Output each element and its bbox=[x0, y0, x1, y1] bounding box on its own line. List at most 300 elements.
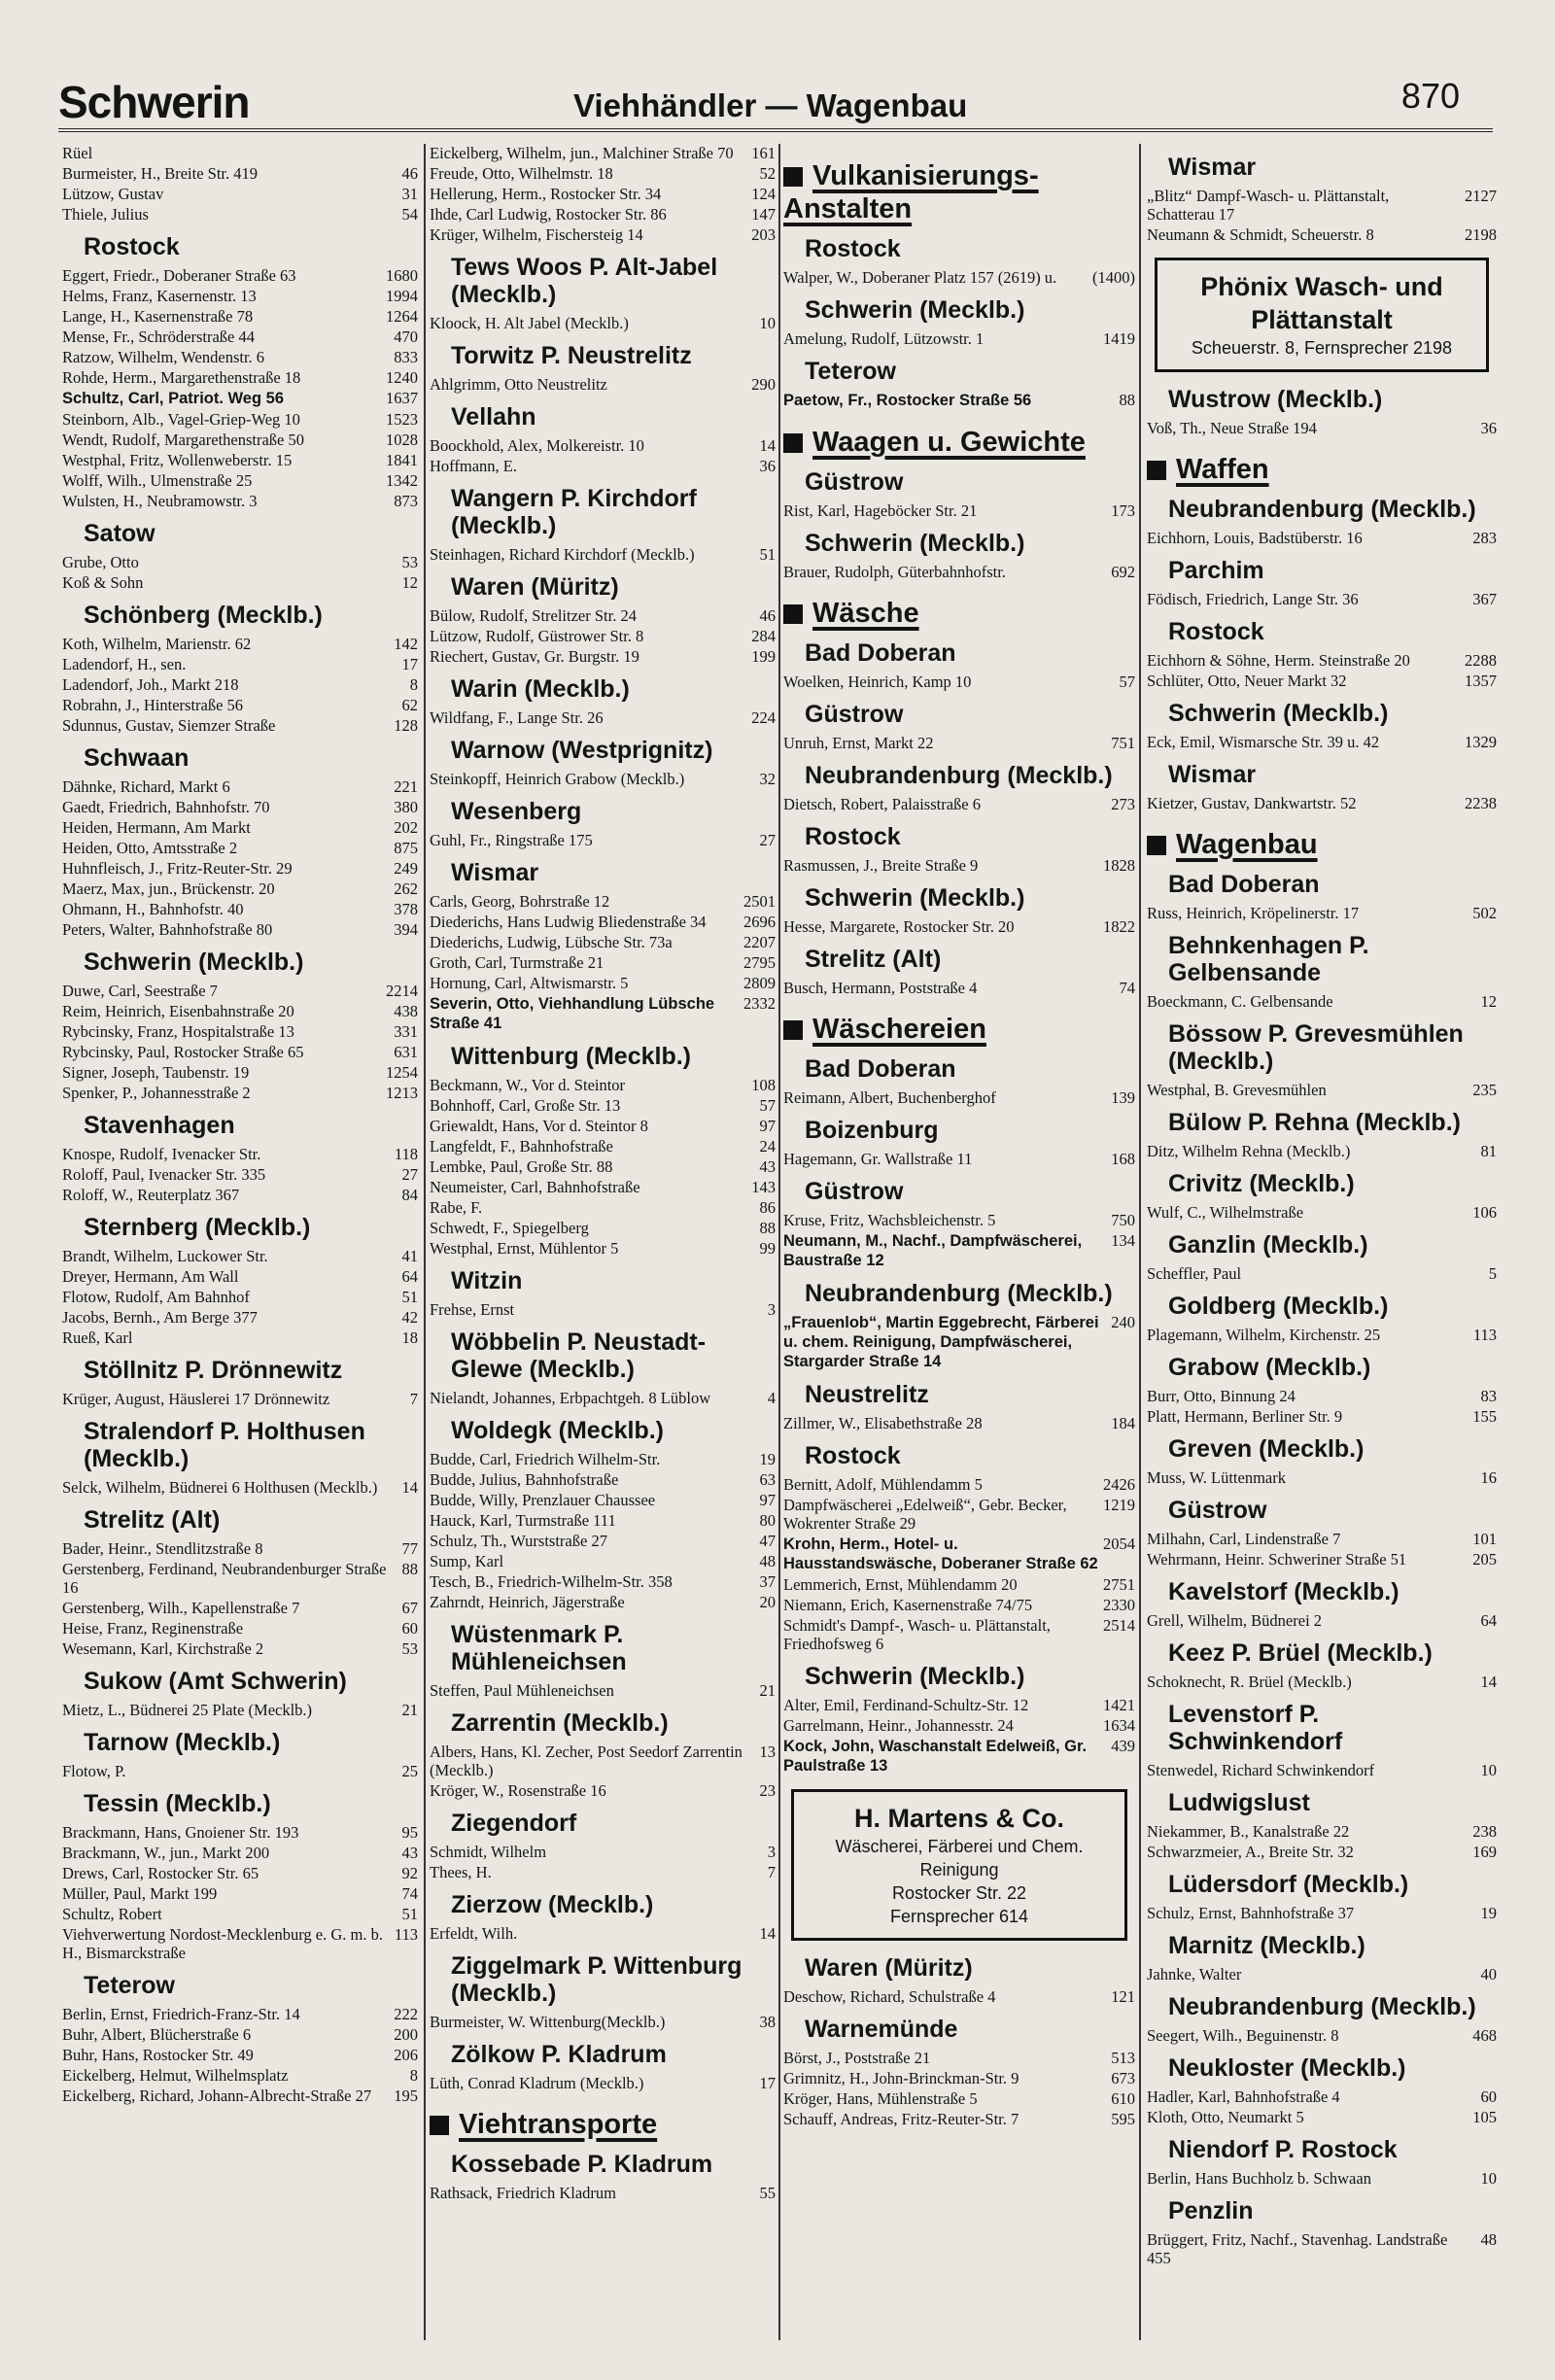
list-entry bbox=[783, 917, 1135, 936]
entry-name: Berlin, Ernst, Friedrich-Franz-Str. 14 bbox=[62, 2005, 300, 2023]
list-entry bbox=[62, 266, 418, 285]
entry-phone: 262 bbox=[394, 880, 418, 898]
list-entry bbox=[783, 1313, 1135, 1371]
entry-phone: 54 bbox=[401, 205, 418, 224]
section-heading bbox=[783, 597, 1135, 630]
entry-name: Neumann & Schmidt, Scheuerstr. 8 bbox=[1147, 225, 1374, 244]
entry-phone: 101 bbox=[1472, 1530, 1497, 1548]
entry-phone: 19 bbox=[1480, 1904, 1497, 1922]
entry-name: Buhr, Hans, Rostocker Str. 49 bbox=[62, 2046, 254, 2064]
column-1 bbox=[62, 144, 418, 2340]
city-heading: Sukow (Amt Schwerin) bbox=[84, 1668, 347, 1695]
entry-phone: 2238 bbox=[1465, 794, 1497, 812]
entry-phone: 77 bbox=[401, 1539, 418, 1558]
section-title: Waagen u. Gewichte bbox=[812, 427, 1086, 458]
entry-name: Ladendorf, Joh., Markt 218 bbox=[62, 675, 239, 694]
list-entry bbox=[783, 1716, 1135, 1735]
entry-name: Rist, Karl, Hageböcker Str. 21 bbox=[783, 501, 978, 520]
entry-phone: 88 bbox=[1119, 391, 1135, 409]
entry-phone: 1421 bbox=[1103, 1696, 1135, 1714]
list-entry bbox=[62, 307, 418, 326]
list-entry bbox=[62, 1619, 418, 1638]
entry-phone: 118 bbox=[394, 1145, 418, 1163]
entry-name: Rüel bbox=[62, 144, 93, 162]
entry-phone: 13 bbox=[759, 1742, 776, 1761]
entry-name: Ohmann, H., Bahnhofstr. 40 bbox=[62, 900, 244, 918]
entry-name: Reimann, Albert, Buchenberghof bbox=[783, 1088, 996, 1107]
entry-phone: 2501 bbox=[743, 892, 776, 911]
entry-name: Riechert, Gustav, Gr. Burgstr. 19 bbox=[430, 647, 639, 666]
city-heading: Teterow bbox=[84, 1972, 175, 1999]
list-entry bbox=[430, 606, 776, 625]
section-marker-icon bbox=[783, 1020, 803, 1040]
entry-name: Lüth, Conrad Kladrum (Mecklb.) bbox=[430, 2074, 644, 2092]
list-entry bbox=[62, 328, 418, 346]
entry-phone: 692 bbox=[1111, 563, 1135, 581]
entry-name: Budde, Carl, Friedrich Wilhelm-Str. bbox=[430, 1450, 661, 1468]
list-entry bbox=[62, 2046, 418, 2064]
entry-name: Neumann, M., Nachf., Dampfwäscherei, Baustraße 12 bbox=[783, 1232, 1083, 1269]
list-entry bbox=[1147, 590, 1497, 608]
list-entry bbox=[783, 1616, 1135, 1653]
list-entry bbox=[1147, 794, 1497, 812]
list-entry bbox=[1147, 529, 1497, 547]
list-entry bbox=[62, 205, 418, 224]
list-entry bbox=[62, 1186, 418, 1204]
city-heading: Güstrow bbox=[805, 701, 904, 728]
entry-name: Kock, John, Waschanstalt Edelweiß, Gr. Paulstraße 13 bbox=[783, 1738, 1088, 1775]
entry-name: Rathsack, Friedrich Kladrum bbox=[430, 2184, 616, 2202]
entry-phone: 51 bbox=[401, 1905, 418, 1923]
entry-phone: 1841 bbox=[386, 451, 418, 469]
entry-name: Börst, J., Poststraße 21 bbox=[783, 2049, 931, 2067]
entry-name: Thiele, Julius bbox=[62, 205, 149, 224]
list-entry bbox=[1147, 1264, 1497, 1283]
entry-phone: 16 bbox=[1480, 1468, 1497, 1487]
ad-line: Wäscherei, Färberei und Chem. bbox=[835, 1837, 1084, 1856]
entry-name: Schulz, Th., Wurststraße 27 bbox=[430, 1532, 607, 1550]
entry-name: Berlin, Hans Buchholz b. Schwaan bbox=[1147, 2169, 1371, 2188]
list-entry bbox=[430, 647, 776, 666]
list-entry bbox=[62, 1247, 418, 1265]
list-entry bbox=[430, 1450, 776, 1468]
list-entry bbox=[430, 1843, 776, 1861]
list-entry bbox=[1147, 1904, 1497, 1922]
section-marker-icon bbox=[1147, 461, 1166, 480]
entry-phone: 19 bbox=[759, 1450, 776, 1468]
list-entry bbox=[783, 856, 1135, 875]
entry-phone: 200 bbox=[394, 2025, 418, 2044]
entry-phone: 14 bbox=[401, 1478, 418, 1497]
entry-phone: 199 bbox=[751, 647, 776, 666]
list-entry bbox=[62, 1844, 418, 1862]
list-entry bbox=[430, 627, 776, 645]
entry-name: Kröger, Hans, Mühlenstraße 5 bbox=[783, 2089, 978, 2108]
entry-name: Hornung, Carl, Altwismarstr. 5 bbox=[430, 974, 629, 992]
ad-title: Phönix Wasch- und Plättanstalt bbox=[1200, 272, 1443, 334]
entry-phone: 595 bbox=[1111, 2110, 1135, 2128]
entry-phone: 21 bbox=[759, 1681, 776, 1700]
section-heading bbox=[783, 426, 1135, 459]
entry-phone: 40 bbox=[1480, 1965, 1497, 1983]
city-heading: Warin (Mecklb.) bbox=[451, 675, 630, 703]
list-entry bbox=[430, 892, 776, 911]
list-entry bbox=[430, 1532, 776, 1550]
list-entry bbox=[430, 1552, 776, 1570]
list-entry bbox=[430, 1470, 776, 1489]
entry-phone: 833 bbox=[394, 348, 418, 366]
entry-phone: 206 bbox=[394, 2046, 418, 2064]
ad-line: Rostocker Str. 22 bbox=[891, 1883, 1027, 1903]
list-entry bbox=[62, 2005, 418, 2023]
entry-phone: 47 bbox=[759, 1532, 776, 1550]
entry-name: Burmeister, H., Breite Str. 419 bbox=[62, 164, 258, 183]
city-heading: Güstrow bbox=[805, 1178, 904, 1205]
entry-name: Koth, Wilhelm, Marienstr. 62 bbox=[62, 635, 252, 653]
city-heading: Schwerin (Mecklb.) bbox=[805, 884, 1025, 912]
entry-phone: 3 bbox=[767, 1300, 776, 1319]
entry-name: Müller, Paul, Markt 199 bbox=[62, 1884, 218, 1903]
entry-phone: 92 bbox=[401, 1864, 418, 1882]
city-heading: Bad Doberan bbox=[805, 639, 956, 667]
entry-name: Grimnitz, H., John-Brinckman-Str. 9 bbox=[783, 2069, 1019, 2087]
entry-phone: 43 bbox=[759, 1157, 776, 1176]
entry-name: Dampfwäscherei „Edelweiß“, Gebr. Becker, Wokrenter Straße 29 bbox=[783, 1496, 1067, 1533]
city-heading: Lüdersdorf (Mecklb.) bbox=[1168, 1871, 1409, 1898]
entry-phone: 1342 bbox=[386, 471, 418, 490]
list-entry bbox=[62, 1639, 418, 1658]
column-divider bbox=[1139, 144, 1141, 2340]
section-title: Wagenbau bbox=[1176, 829, 1318, 860]
entry-phone: 60 bbox=[1480, 2087, 1497, 2106]
entry-name: Flotow, P. bbox=[62, 1762, 126, 1780]
section-heading bbox=[1147, 453, 1497, 486]
entry-name: Robrahn, J., Hinterstraße 56 bbox=[62, 696, 244, 714]
entry-phone: 17 bbox=[401, 655, 418, 673]
entry-name: Eickelberg, Helmut, Wilhelmsplatz bbox=[62, 2066, 289, 2085]
entry-name: Brauer, Rudolph, Güterbahnhofstr. bbox=[783, 563, 1006, 581]
entry-name: Rohde, Herm., Margarethenstraße 18 bbox=[62, 368, 301, 387]
entry-name: Deschow, Richard, Schulstraße 4 bbox=[783, 1987, 996, 2006]
entry-phone: 10 bbox=[759, 314, 776, 332]
entry-name: Hellerung, Herm., Rostocker Str. 34 bbox=[430, 185, 662, 203]
list-entry bbox=[430, 436, 776, 455]
entry-phone: 221 bbox=[394, 777, 418, 796]
entry-name: Wolff, Wilh., Ulmenstraße 25 bbox=[62, 471, 253, 490]
entry-name: Wildfang, F., Lange Str. 26 bbox=[430, 708, 604, 727]
list-entry bbox=[62, 1267, 418, 1286]
entry-name: Beckmann, W., Vor d. Steintor bbox=[430, 1076, 626, 1094]
entry-name: Kruse, Fritz, Wachsbleichenstr. 5 bbox=[783, 1211, 996, 1229]
list-entry bbox=[430, 1593, 776, 1611]
entry-name: Westphal, Fritz, Wollenweberstr. 15 bbox=[62, 451, 293, 469]
entry-phone: 42 bbox=[401, 1308, 418, 1327]
city-heading: Wöbbelin P. Neustadt-Glewe (Mecklb.) bbox=[451, 1328, 707, 1383]
list-entry bbox=[783, 1535, 1135, 1573]
list-entry bbox=[430, 545, 776, 564]
list-entry bbox=[430, 974, 776, 992]
entry-phone: 97 bbox=[759, 1117, 776, 1135]
entry-phone: 37 bbox=[759, 1572, 776, 1591]
entry-name: Russ, Heinrich, Kröpelinerstr. 17 bbox=[1147, 904, 1360, 922]
city-heading: Torwitz P. Neustrelitz bbox=[451, 342, 692, 369]
city-heading: Neubrandenburg (Mecklb.) bbox=[1168, 496, 1476, 523]
city-heading: Wittenburg (Mecklb.) bbox=[451, 1043, 691, 1070]
entry-name: Lemmerich, Ernst, Mühlendamm 20 bbox=[783, 1575, 1018, 1594]
list-entry bbox=[1147, 1326, 1497, 1344]
entry-phone: 38 bbox=[759, 2013, 776, 2031]
list-entry bbox=[62, 798, 418, 816]
list-entry bbox=[430, 1491, 776, 1509]
city-heading: Waren (Müritz) bbox=[451, 573, 619, 601]
list-entry bbox=[783, 563, 1135, 581]
list-entry bbox=[62, 818, 418, 837]
list-entry bbox=[430, 994, 776, 1033]
entry-phone: 283 bbox=[1472, 529, 1497, 547]
list-entry bbox=[430, 2013, 776, 2031]
entry-name: „Blitz“ Dampf-Wasch- u. Plättanstalt, Schatterau 17 bbox=[1147, 187, 1390, 224]
city-heading: Schwerin (Mecklb.) bbox=[84, 949, 304, 976]
list-entry bbox=[62, 1043, 418, 1061]
list-entry bbox=[62, 185, 418, 203]
section-title: Vulkanisierungs-Anstalten bbox=[783, 160, 1039, 224]
entry-phone: 1634 bbox=[1103, 1716, 1135, 1735]
entry-name: Sump, Karl bbox=[430, 1552, 504, 1570]
entry-name: Schultz, Carl, Patriot. Weg 56 bbox=[62, 390, 284, 407]
list-entry bbox=[62, 164, 418, 183]
city-heading: Schwerin (Mecklb.) bbox=[805, 530, 1025, 557]
entry-name: Krohn, Herm., Hotel- u. Hausstandswäsche, Doberaner Straße 62 bbox=[783, 1535, 1098, 1572]
entry-name: Eichhorn & Söhne, Herm. Steinstraße 20 bbox=[1147, 651, 1410, 670]
entry-phone: 51 bbox=[759, 545, 776, 564]
list-entry bbox=[62, 716, 418, 735]
section-marker-icon bbox=[783, 167, 803, 187]
entry-phone: 2696 bbox=[743, 913, 776, 931]
list-entry bbox=[1147, 1081, 1497, 1099]
list-entry bbox=[1147, 2230, 1497, 2267]
entry-phone: 5 bbox=[1488, 1264, 1497, 1283]
entry-name: Signer, Joseph, Taubenstr. 19 bbox=[62, 1063, 250, 1082]
city-heading: Wismar bbox=[451, 859, 539, 886]
list-entry bbox=[62, 368, 418, 387]
list-entry bbox=[430, 185, 776, 203]
entry-name: „Frauenlob“, Martin Eggebrecht, Färberei u. chem. Reinigung, Dampfwäscherei, Stargarder Straße 14 bbox=[783, 1314, 1099, 1370]
city-heading: Parchim bbox=[1168, 557, 1264, 584]
entry-phone: 106 bbox=[1472, 1203, 1497, 1222]
city-heading: Penzlin bbox=[1168, 2197, 1254, 2225]
entry-name: Rabe, F. bbox=[430, 1198, 483, 1217]
entry-phone: 134 bbox=[1111, 1231, 1135, 1250]
advertisement-box bbox=[791, 1789, 1127, 1941]
city-heading: Bad Doberan bbox=[805, 1055, 956, 1083]
entry-name: Unruh, Ernst, Markt 22 bbox=[783, 734, 934, 752]
list-entry bbox=[62, 1022, 418, 1041]
entry-name: Kietzer, Gustav, Dankwartstr. 52 bbox=[1147, 794, 1357, 812]
entry-phone: 64 bbox=[1480, 1611, 1497, 1630]
list-entry bbox=[783, 1496, 1135, 1533]
entry-phone: 439 bbox=[1111, 1737, 1135, 1755]
entry-name: Hoffmann, E. bbox=[430, 457, 517, 475]
entry-name: Rybcinsky, Franz, Hospitalstraße 13 bbox=[62, 1022, 294, 1041]
entry-phone: 74 bbox=[1119, 979, 1135, 997]
list-entry bbox=[1147, 733, 1497, 751]
entry-phone: 202 bbox=[394, 818, 418, 837]
list-entry bbox=[62, 2025, 418, 2044]
entry-name: Schultz, Robert bbox=[62, 1905, 162, 1923]
entry-name: Spenker, P., Johannesstraße 2 bbox=[62, 1084, 251, 1102]
list-entry bbox=[62, 839, 418, 857]
list-entry bbox=[430, 770, 776, 788]
city-heading: Zölkow P. Kladrum bbox=[451, 2041, 667, 2068]
list-entry bbox=[430, 1300, 776, 1319]
entry-name: Krüger, August, Häuslerei 17 Drönnewitz bbox=[62, 1390, 330, 1408]
entry-phone: 113 bbox=[394, 1925, 418, 1944]
entry-name: Paetow, Fr., Rostocker Straße 56 bbox=[783, 392, 1032, 409]
entry-phone: 438 bbox=[394, 1002, 418, 1020]
entry-name: Alter, Emil, Ferdinand-Schultz-Str. 12 bbox=[783, 1696, 1029, 1714]
entry-phone: 873 bbox=[394, 492, 418, 510]
list-entry bbox=[62, 389, 418, 408]
entry-name: Mense, Fr., Schröderstraße 44 bbox=[62, 328, 255, 346]
entry-name: Rybcinsky, Paul, Rostocker Straße 65 bbox=[62, 1043, 304, 1061]
entry-name: Lützow, Rudolf, Güstrower Str. 8 bbox=[430, 627, 644, 645]
entry-phone: 2751 bbox=[1103, 1575, 1135, 1594]
entry-name: Wesemann, Karl, Kirchstraße 2 bbox=[62, 1639, 264, 1658]
list-entry bbox=[430, 933, 776, 951]
entry-name: Walper, W., Doberaner Platz 157 (2619) u. bbox=[783, 268, 1057, 287]
city-heading: Neubrandenburg (Mecklb.) bbox=[805, 762, 1113, 789]
entry-phone: 25 bbox=[401, 1762, 418, 1780]
list-entry bbox=[1147, 187, 1497, 224]
entry-phone: 17 bbox=[759, 2074, 776, 2092]
entry-phone: 21 bbox=[401, 1701, 418, 1719]
entry-name: Boockhold, Alex, Molkereistr. 10 bbox=[430, 436, 644, 455]
section-heading bbox=[783, 159, 1135, 225]
section-marker-icon bbox=[783, 604, 803, 624]
list-entry bbox=[783, 268, 1135, 287]
entry-phone: 155 bbox=[1472, 1407, 1497, 1426]
entry-phone: 99 bbox=[759, 1239, 776, 1258]
entry-phone: 470 bbox=[394, 328, 418, 346]
entry-name: Ditz, Wilhelm Rehna (Mecklb.) bbox=[1147, 1142, 1351, 1160]
city-heading: Wustrow (Mecklb.) bbox=[1168, 386, 1383, 413]
entry-name: Flotow, Rudolf, Am Bahnhof bbox=[62, 1288, 250, 1306]
entry-name: Brandt, Wilhelm, Luckower Str. bbox=[62, 1247, 268, 1265]
entry-name: Muss, W. Lüttenmark bbox=[1147, 1468, 1286, 1487]
list-entry bbox=[430, 375, 776, 394]
list-entry bbox=[430, 708, 776, 727]
entry-phone: 205 bbox=[1472, 1550, 1497, 1569]
list-entry bbox=[62, 1288, 418, 1306]
entry-name: Schmidt, Wilhelm bbox=[430, 1843, 547, 1861]
entry-phone: 10 bbox=[1480, 2169, 1497, 2188]
entry-name: Wulf, C., Wilhelmstraße bbox=[1147, 1203, 1304, 1222]
list-entry bbox=[783, 1231, 1135, 1270]
city-heading: Witzin bbox=[451, 1267, 523, 1294]
ad-title: H. Martens & Co. bbox=[853, 1804, 1065, 1833]
entry-name: Platt, Hermann, Berliner Str. 9 bbox=[1147, 1407, 1343, 1426]
list-entry bbox=[430, 144, 776, 162]
entry-name: Lembke, Paul, Große Str. 88 bbox=[430, 1157, 613, 1176]
entry-phone: 3 bbox=[767, 1843, 776, 1861]
entry-phone: 2207 bbox=[743, 933, 776, 951]
list-entry bbox=[62, 696, 418, 714]
entry-name: Krüger, Wilhelm, Fischersteig 14 bbox=[430, 225, 643, 244]
list-entry bbox=[430, 1198, 776, 1217]
list-entry bbox=[62, 920, 418, 939]
entry-name: Zillmer, W., Elisabethstraße 28 bbox=[783, 1414, 983, 1432]
entry-name: Carls, Georg, Bohrstraße 12 bbox=[430, 892, 610, 911]
entry-name: Niemann, Erich, Kasernenstraße 74/75 bbox=[783, 1596, 1033, 1614]
list-entry bbox=[62, 1823, 418, 1842]
list-entry bbox=[62, 2066, 418, 2085]
entry-phone: 36 bbox=[759, 457, 776, 475]
entry-phone: 64 bbox=[401, 1267, 418, 1286]
entry-phone: 1822 bbox=[1103, 917, 1135, 936]
entry-name: Budde, Willy, Prenzlauer Chaussee bbox=[430, 1491, 656, 1509]
entry-name: Amelung, Rudolf, Lützowstr. 1 bbox=[783, 329, 985, 348]
entry-name: Hesse, Margarete, Rostocker Str. 20 bbox=[783, 917, 1015, 936]
city-heading: Wesenberg bbox=[451, 798, 582, 825]
entry-phone: 169 bbox=[1472, 1843, 1497, 1861]
entry-phone: 380 bbox=[394, 798, 418, 816]
entry-phone: 14 bbox=[1480, 1673, 1497, 1691]
entry-phone: 273 bbox=[1111, 795, 1135, 813]
entry-phone: 105 bbox=[1472, 2108, 1497, 2126]
entry-phone: 2809 bbox=[743, 974, 776, 992]
entry-name: Burmeister, W. Wittenburg(Mecklb.) bbox=[430, 2013, 666, 2031]
entry-name: Schoknecht, R. Brüel (Mecklb.) bbox=[1147, 1673, 1352, 1691]
entry-phone: 2198 bbox=[1465, 225, 1497, 244]
entry-phone: 750 bbox=[1111, 1211, 1135, 1229]
entry-name: Hauck, Karl, Turmstraße 111 bbox=[430, 1511, 616, 1530]
entry-phone: 124 bbox=[751, 185, 776, 203]
entry-phone: 12 bbox=[401, 573, 418, 592]
city-heading: Kossebade P. Kladrum bbox=[451, 2151, 713, 2178]
list-entry bbox=[430, 913, 776, 931]
entry-phone: 67 bbox=[401, 1599, 418, 1617]
list-entry bbox=[1147, 672, 1497, 690]
entry-name: Boeckmann, C. Gelbensande bbox=[1147, 992, 1333, 1011]
city-heading: Bad Doberan bbox=[1168, 871, 1320, 898]
entry-name: Bernitt, Adolf, Mühlendamm 5 bbox=[783, 1475, 983, 1494]
city-heading: Levenstorf P. Schwinkendorf bbox=[1168, 1701, 1343, 1755]
entry-name: Steinkopff, Heinrich Grabow (Mecklb.) bbox=[430, 770, 685, 788]
entry-name: Mietz, L., Büdnerei 25 Plate (Mecklb.) bbox=[62, 1701, 313, 1719]
list-entry bbox=[1147, 1843, 1497, 1861]
list-entry bbox=[783, 501, 1135, 520]
list-entry bbox=[1147, 1673, 1497, 1691]
entry-phone: 290 bbox=[751, 375, 776, 394]
entry-name: Erfeldt, Wilh. bbox=[430, 1924, 518, 1943]
section-heading bbox=[783, 1013, 1135, 1046]
entry-phone: 2795 bbox=[743, 953, 776, 972]
list-entry bbox=[62, 1925, 418, 1962]
list-entry bbox=[430, 205, 776, 224]
entry-name: Frehse, Ernst bbox=[430, 1300, 515, 1319]
list-entry bbox=[783, 673, 1135, 691]
entry-phone: 610 bbox=[1111, 2089, 1135, 2108]
entry-name: Scheffler, Paul bbox=[1147, 1264, 1242, 1283]
list-entry bbox=[62, 1864, 418, 1882]
entry-phone: 222 bbox=[394, 2005, 418, 2023]
entry-phone: 14 bbox=[759, 436, 776, 455]
header-rule bbox=[58, 128, 1493, 132]
city-heading: Vellahn bbox=[451, 403, 536, 431]
entry-phone: 2514 bbox=[1103, 1616, 1135, 1635]
entry-phone: 147 bbox=[751, 205, 776, 224]
city-heading: Tews Woos P. Alt-Jabel (Mecklb.) bbox=[451, 254, 718, 308]
